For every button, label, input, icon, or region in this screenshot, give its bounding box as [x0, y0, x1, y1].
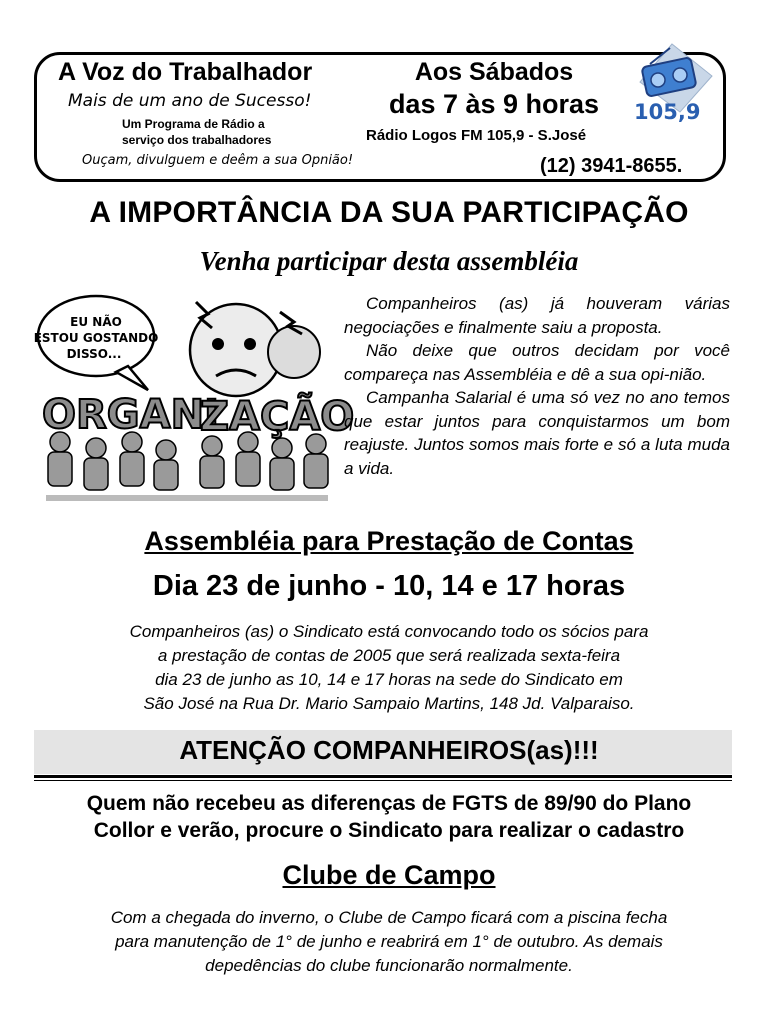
- cartoon-word-left: ORGANI: [42, 392, 219, 438]
- program-line-1: Um Programa de Rádio a: [122, 117, 265, 131]
- assembly-date: Dia 23 de junho - 10, 14 e 17 horas: [152, 570, 626, 602]
- page-title: A IMPORTÂNCIA DA SUA PARTICIPAÇÃO: [89, 196, 689, 229]
- speech-line-2: ESTOU GOSTANDO: [33, 331, 159, 345]
- intro-text: [344, 292, 730, 480]
- phone-number: (12) 3941-8655.: [540, 155, 683, 177]
- fgts-line-1: Quem não recebeu as diferenças de FGTS de 89/90 do Plano: [86, 792, 692, 815]
- intro-paragraph-3: Campanha Salarial é uma só vez no ano temos que estar juntos para conquistarmos um bom reajuste. Juntos somos mais forte e só a luta muda a vida.: [344, 388, 730, 478]
- program-line-2: serviço dos trabalhadores: [122, 133, 272, 147]
- radio-program-description: [122, 116, 302, 148]
- assembly-line-2: a prestação de contas de 2005 que será realizada sexta-feira: [157, 646, 621, 665]
- speech-line-1: EU NÃO: [70, 315, 122, 329]
- divider-thick: [34, 775, 732, 778]
- club-title: Clube de Campo: [282, 860, 496, 890]
- radio-icon-frequency: 105,9: [634, 100, 701, 124]
- divider-thin: [34, 780, 732, 781]
- assembly-line-3: dia 23 de junho as 10, 14 e 17 horas na sede do Sindicato em: [155, 670, 623, 689]
- assembly-title: Assembléia para Prestação de Contas: [144, 526, 634, 556]
- radio-icon: [630, 42, 714, 126]
- assembly-description: [0, 620, 778, 716]
- fgts-notice: [0, 790, 778, 844]
- radio-program-title: A Voz do Trabalhador: [58, 58, 313, 86]
- assembly-line-4: São José na Rua Dr. Mario Sampaio Martins, 148 Jd. Valparaiso.: [143, 694, 635, 713]
- organization-cartoon-illustration: [33, 292, 355, 510]
- broadcast-days: Aos Sábados: [414, 58, 574, 86]
- broadcast-hours: das 7 às 9 horas: [388, 89, 600, 119]
- page-subtitle: Venha participar desta assembléia: [199, 246, 579, 276]
- radio-station: Rádio Logos FM 105,9 - S.José: [366, 127, 587, 144]
- cartoon-word-right: ZAÇÃO: [200, 394, 355, 440]
- club-line-1: Com a chegada do inverno, o Clube de Campo ficará com a piscina fecha: [110, 908, 668, 927]
- radio-program-invite: Ouçam, divulguem e deêm a sua Opnião!: [82, 153, 354, 168]
- radio-program-subtitle: Mais de um ano de Sucesso!: [68, 91, 312, 111]
- fgts-line-2: Collor e verão, procure o Sindicato para realizar o cadastro: [93, 819, 685, 842]
- club-line-2: para manutenção de 1° de junho e reabrirá em 1° de outubro. As demais: [115, 932, 663, 951]
- intro-paragraph-2: Não deixe que outros decidam por você compareça nas Assembléia e dê a sua opi-nião.: [344, 341, 730, 384]
- intro-paragraph-1: Companheiros (as) já houveram várias negociações e finalmente saiu a proposta.: [344, 294, 730, 337]
- assembly-line-1: Companheiros (as) o Sindicato está convocando todo os sócios para: [129, 622, 649, 641]
- attention-banner-text: ATENÇÃO COMPANHEIROS(as)!!!: [179, 735, 599, 765]
- speech-line-3: DISSO...: [66, 347, 122, 361]
- club-line-3: depedências do clube funcionarão normalmente.: [205, 956, 573, 975]
- club-description: [0, 906, 778, 978]
